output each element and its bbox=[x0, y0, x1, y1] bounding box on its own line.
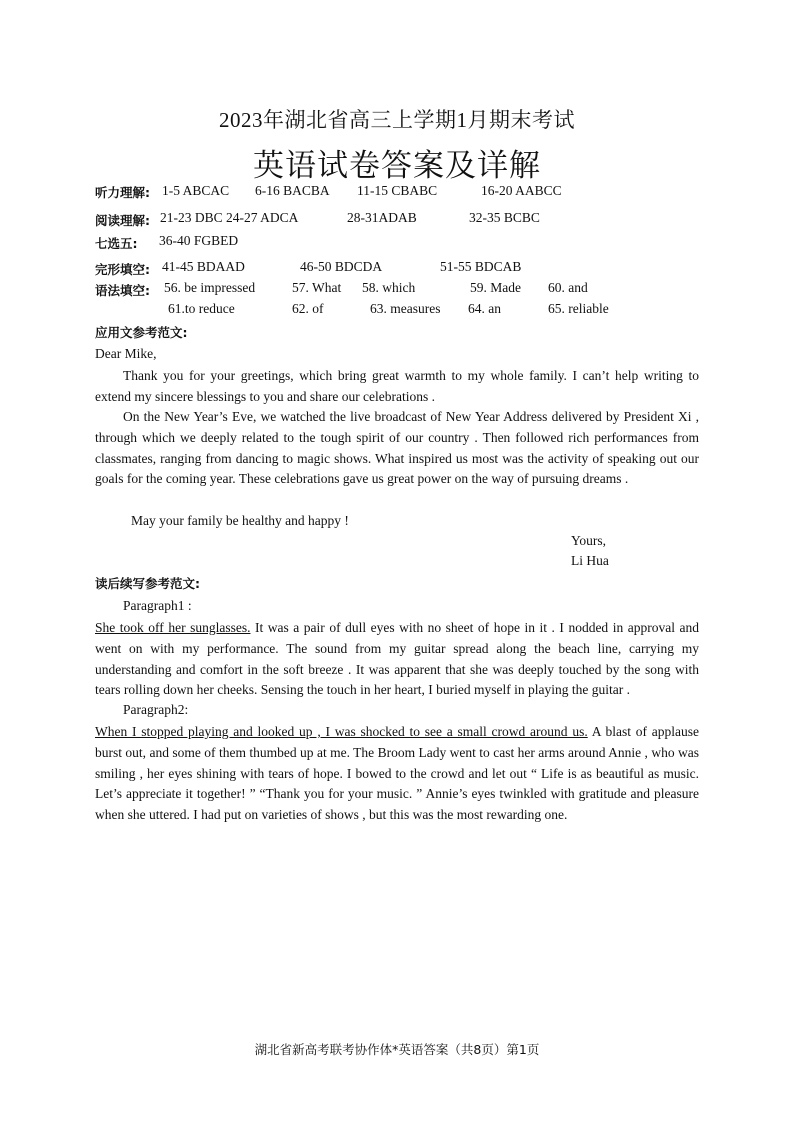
grammar-answer: 61.to reduce bbox=[168, 301, 235, 316]
letter-paragraph: On the New Year’s Eve, we watched the live broadcast of New Year Address delivered by President Xi , through which we deeply related to the tough spirit of our country . Then followed rich performances from classmates, ranging from dancing to magic shows. What inspired us most was the activity of speaking out our goals for the coming year. These celebrations gave us great power on the way of pursuing dreams . bbox=[95, 409, 699, 487]
grammar-answer: 56. be impressed bbox=[164, 280, 256, 295]
continuation-heading: 读后续写参考范文: bbox=[95, 576, 200, 591]
paragraph1-text: It was a pair of dull eyes with no sheet of hope in it . I nodded in approval and went on with my performance. The sound from my guitar spread along the beach line, carrying my understanding and comfort in the soft breeze . It was apparent that she was deeply touched by the song with tears rolling down her cheeks. Sensing the touch in her heart, I buried myself in playing the guitar . bbox=[95, 620, 699, 698]
grammar-answer: 60. and bbox=[548, 280, 588, 295]
cloze-answer: 41-45 BDAAD bbox=[162, 259, 245, 274]
reading-answer: 28-31ADAB bbox=[347, 210, 417, 225]
grammar-answer: 62. of bbox=[292, 301, 324, 316]
paragraph2-body bbox=[95, 722, 699, 826]
listening-answer: 11-15 CBABC bbox=[357, 183, 438, 198]
paragraph2-opening: When I stopped playing and looked up , I was shocked to see a small crowd around us. bbox=[95, 724, 588, 739]
cloze-label: 完形填空: bbox=[95, 262, 150, 277]
paragraph2-text: A blast of applause burst out, and some of them thumbed up at me. The Broom Lady went to cast her arms around Annie , who was smiling , her eyes shining with tears of hope. I bowed to the crowd and let out “ Life is as beautiful as music. Let’s appreciate it together! ” “Thank you for your music. ” Annie’s eyes twinkled with gratitude and pleasure when she uttered. I had put on varieties of shows , but this was the most rewarding one. bbox=[95, 724, 700, 823]
listening-answer: 6-16 BACBA bbox=[255, 183, 330, 198]
grammar-answer: 63. measures bbox=[370, 301, 441, 316]
cloze-answer: 51-55 BDCAB bbox=[440, 259, 522, 274]
grammar-answer: 57. What bbox=[292, 280, 342, 295]
grammar-answer: 65. reliable bbox=[548, 301, 609, 316]
letter-salutation: Dear Mike, bbox=[95, 346, 157, 361]
paragraph2-label: Paragraph2: bbox=[123, 702, 189, 717]
reading-answer: 21-23 DBC 24-27 ADCA bbox=[160, 210, 299, 225]
listening-row bbox=[95, 183, 150, 201]
letter-paragraph: Thank you for your greetings, which bring great warmth to my whole family. I can’t help writing to extend my sincere blessings to you and share our celebrations . bbox=[95, 368, 699, 404]
letter-paragraph: May your family be healthy and happy ! bbox=[131, 513, 349, 528]
grammar-answer: 58. which bbox=[362, 280, 416, 295]
paragraph1-opening: She took off her sunglasses. bbox=[95, 620, 251, 635]
letter-closing: Yours, bbox=[571, 533, 607, 548]
seven-label: 七选五: bbox=[95, 236, 138, 251]
listening-label: 听力理解: bbox=[95, 185, 150, 200]
cloze-answer: 46-50 BDCDA bbox=[300, 259, 383, 274]
page-footer: 湖北省新高考联考协作体*英语答案（共8页）第1页 bbox=[254, 1042, 540, 1057]
paragraph1-body bbox=[95, 618, 699, 701]
listening-answer: 16-20 AABCC bbox=[481, 183, 562, 198]
paragraph1-label: Paragraph1 : bbox=[123, 598, 192, 613]
exam-title: 2023年湖北省高三上学期1月期末考试 bbox=[219, 108, 575, 132]
grammar-label: 语法填空: bbox=[95, 283, 150, 298]
listening-answer: 1-5 ABCAC bbox=[162, 183, 230, 198]
reading-answer: 32-35 BCBC bbox=[469, 210, 540, 225]
reading-label: 阅读理解: bbox=[95, 213, 150, 228]
letter-heading: 应用文参考范文: bbox=[95, 325, 188, 340]
grammar-answer: 59. Made bbox=[470, 280, 521, 295]
letter-signature: Li Hua bbox=[571, 553, 609, 568]
seven-answer: 36-40 FGBED bbox=[159, 233, 239, 248]
exam-subtitle: 英语试卷答案及详解 bbox=[253, 148, 541, 183]
grammar-answer: 64. an bbox=[468, 301, 501, 316]
